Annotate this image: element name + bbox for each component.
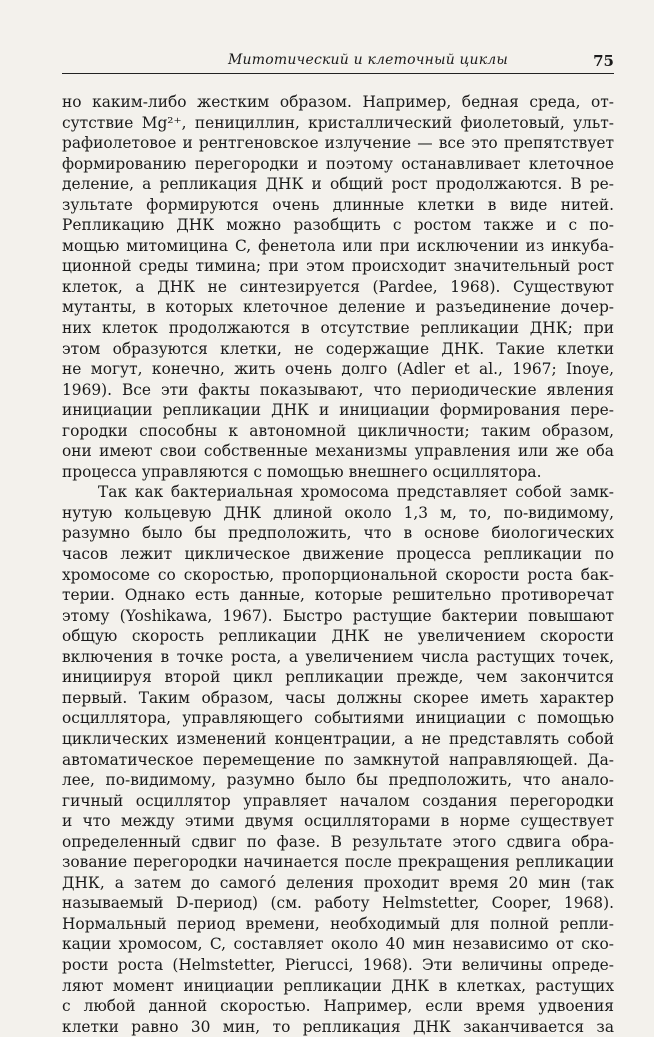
running-head: [62, 46, 614, 74]
text-line: Так как бактериальная хромосома представляет собой замк-: [98, 483, 614, 502]
text-line: мощью митомицина C, фенетола или при исключении из инкуба-: [62, 236, 614, 255]
text-line: 1969). Все эти факты показывают, что периодические явления: [62, 380, 614, 399]
text-line: включения в точке роста, а увеличением числа растущих точек,: [62, 647, 614, 666]
text-line: городки способны к автономной цикличности; таким образом,: [62, 421, 614, 440]
text-line: с любой данной скоростью. Например, если время удвоения: [62, 997, 614, 1016]
text-line: зование перегородки начинается после прекращения репликации: [62, 853, 614, 872]
text-line: процесса управляются с помощью внешнего осциллятора.: [62, 462, 542, 481]
text-line: общую скорость репликации ДНК не увеличением скорости: [62, 627, 614, 646]
text-line: кации хромосом, C, составляет около 40 мин независимо от ско-: [62, 935, 614, 954]
text-line: осциллятора, управляющего событиями инициации с помощью: [62, 709, 614, 728]
text-line: циклических изменений концентрации, а не представлять собой: [62, 729, 614, 748]
running-title: Митотический и клеточный циклы: [228, 52, 509, 68]
text-line: часов лежит циклическое движение процесса репликации по: [62, 545, 614, 564]
body-text: [62, 92, 614, 1037]
page-number: 75: [593, 52, 614, 70]
text-line: но каким-либо жестким образом. Например, бедная среда, от-: [62, 93, 614, 111]
text-line: определенный сдвиг по фазе. В результате этого сдвига обра-: [62, 832, 614, 851]
text-line: Репликацию ДНК можно разобщить с ростом также и с по-: [62, 216, 614, 235]
text-line: них клеток продолжаются в отсутствие репликации ДНК; при: [62, 319, 614, 338]
text-line: рафиолетовое и рентгеновское излучение — все это препятствует: [62, 134, 614, 153]
text-line: называемый D-период) (см. работу Helmstetter, Cooper, 1968).: [62, 894, 614, 913]
text-line: терии. Однако есть данные, которые решительно противоречат: [62, 586, 614, 605]
text-line: они имеют свои собственные механизмы управления или же оба: [62, 442, 614, 461]
text-line: гичный осциллятор управляет началом создания перегородки: [62, 791, 614, 810]
text-line: и что между этими двумя осцилляторами в норме существует: [62, 812, 614, 831]
text-line: клетки равно 30 мин, то репликация ДНК заканчивается за: [62, 1017, 614, 1036]
paragraph-1: [62, 92, 614, 482]
text-line: автоматическое перемещение по замкнутой направляющей. Да-: [62, 750, 614, 769]
text-line: лее, по-видимому, разумно было бы предположить, что анало-: [62, 771, 614, 790]
text-line: инициируя второй цикл репликации прежде, чем закончится: [62, 668, 614, 687]
text-line: этому (Yoshikawa, 1967). Быстро растущие бактерии повышают: [62, 606, 614, 625]
text-line: клеток, а ДНК не синтезируется (Pardee, 1968). Существуют: [62, 277, 614, 296]
text-line: ционной среды тимина; при этом происходит значительный рост: [62, 257, 614, 276]
text-line: рости роста (Helmstetter, Pierucci, 1968). Эти величины опреде-: [62, 955, 614, 974]
text-line: хромосоме со скоростью, пропорциональной скорости роста бак-: [62, 565, 614, 584]
header-rule: [62, 73, 614, 74]
text-line: зультате формируются очень длинные клетки в виде нитей.: [62, 195, 614, 214]
text-line: этом образуются клетки, не содержащие ДНК. Такие клетки: [62, 339, 614, 358]
text-line: ляют момент инициации репликации ДНК в клетках, растущих: [62, 976, 614, 995]
text-line: разумно было бы предположить, что в основе биологических: [62, 524, 614, 543]
text-line: мутанты, в которых клеточное деление и разъединение дочер-: [62, 298, 614, 317]
text-line: первый. Таким образом, часы должны скорее иметь характер: [62, 688, 614, 707]
text-line: инициации репликации ДНК и инициации формирования пере-: [62, 401, 614, 420]
text-line: не могут, конечно, жить очень долго (Adler et al., 1967; Inoye,: [62, 360, 614, 379]
text-line: сутствие Mg²⁺, пенициллин, кристаллический фиолетовый, ульт-: [62, 113, 614, 132]
text-line: деление, а репликация ДНК и общий рост продолжаются. В ре-: [62, 175, 614, 194]
text-line: ДНК, а затем до самого́ деления проходит время 20 мин (так: [62, 873, 614, 892]
paragraph-2: [62, 482, 614, 1037]
text-line: Нормальный период времени, необходимый для полной репли-: [62, 914, 614, 933]
text-line: нутую кольцевую ДНК длиной около 1,3 м, то, по-видимому,: [62, 503, 614, 522]
text-line: формированию перегородки и поэтому останавливает клеточное: [62, 154, 614, 173]
